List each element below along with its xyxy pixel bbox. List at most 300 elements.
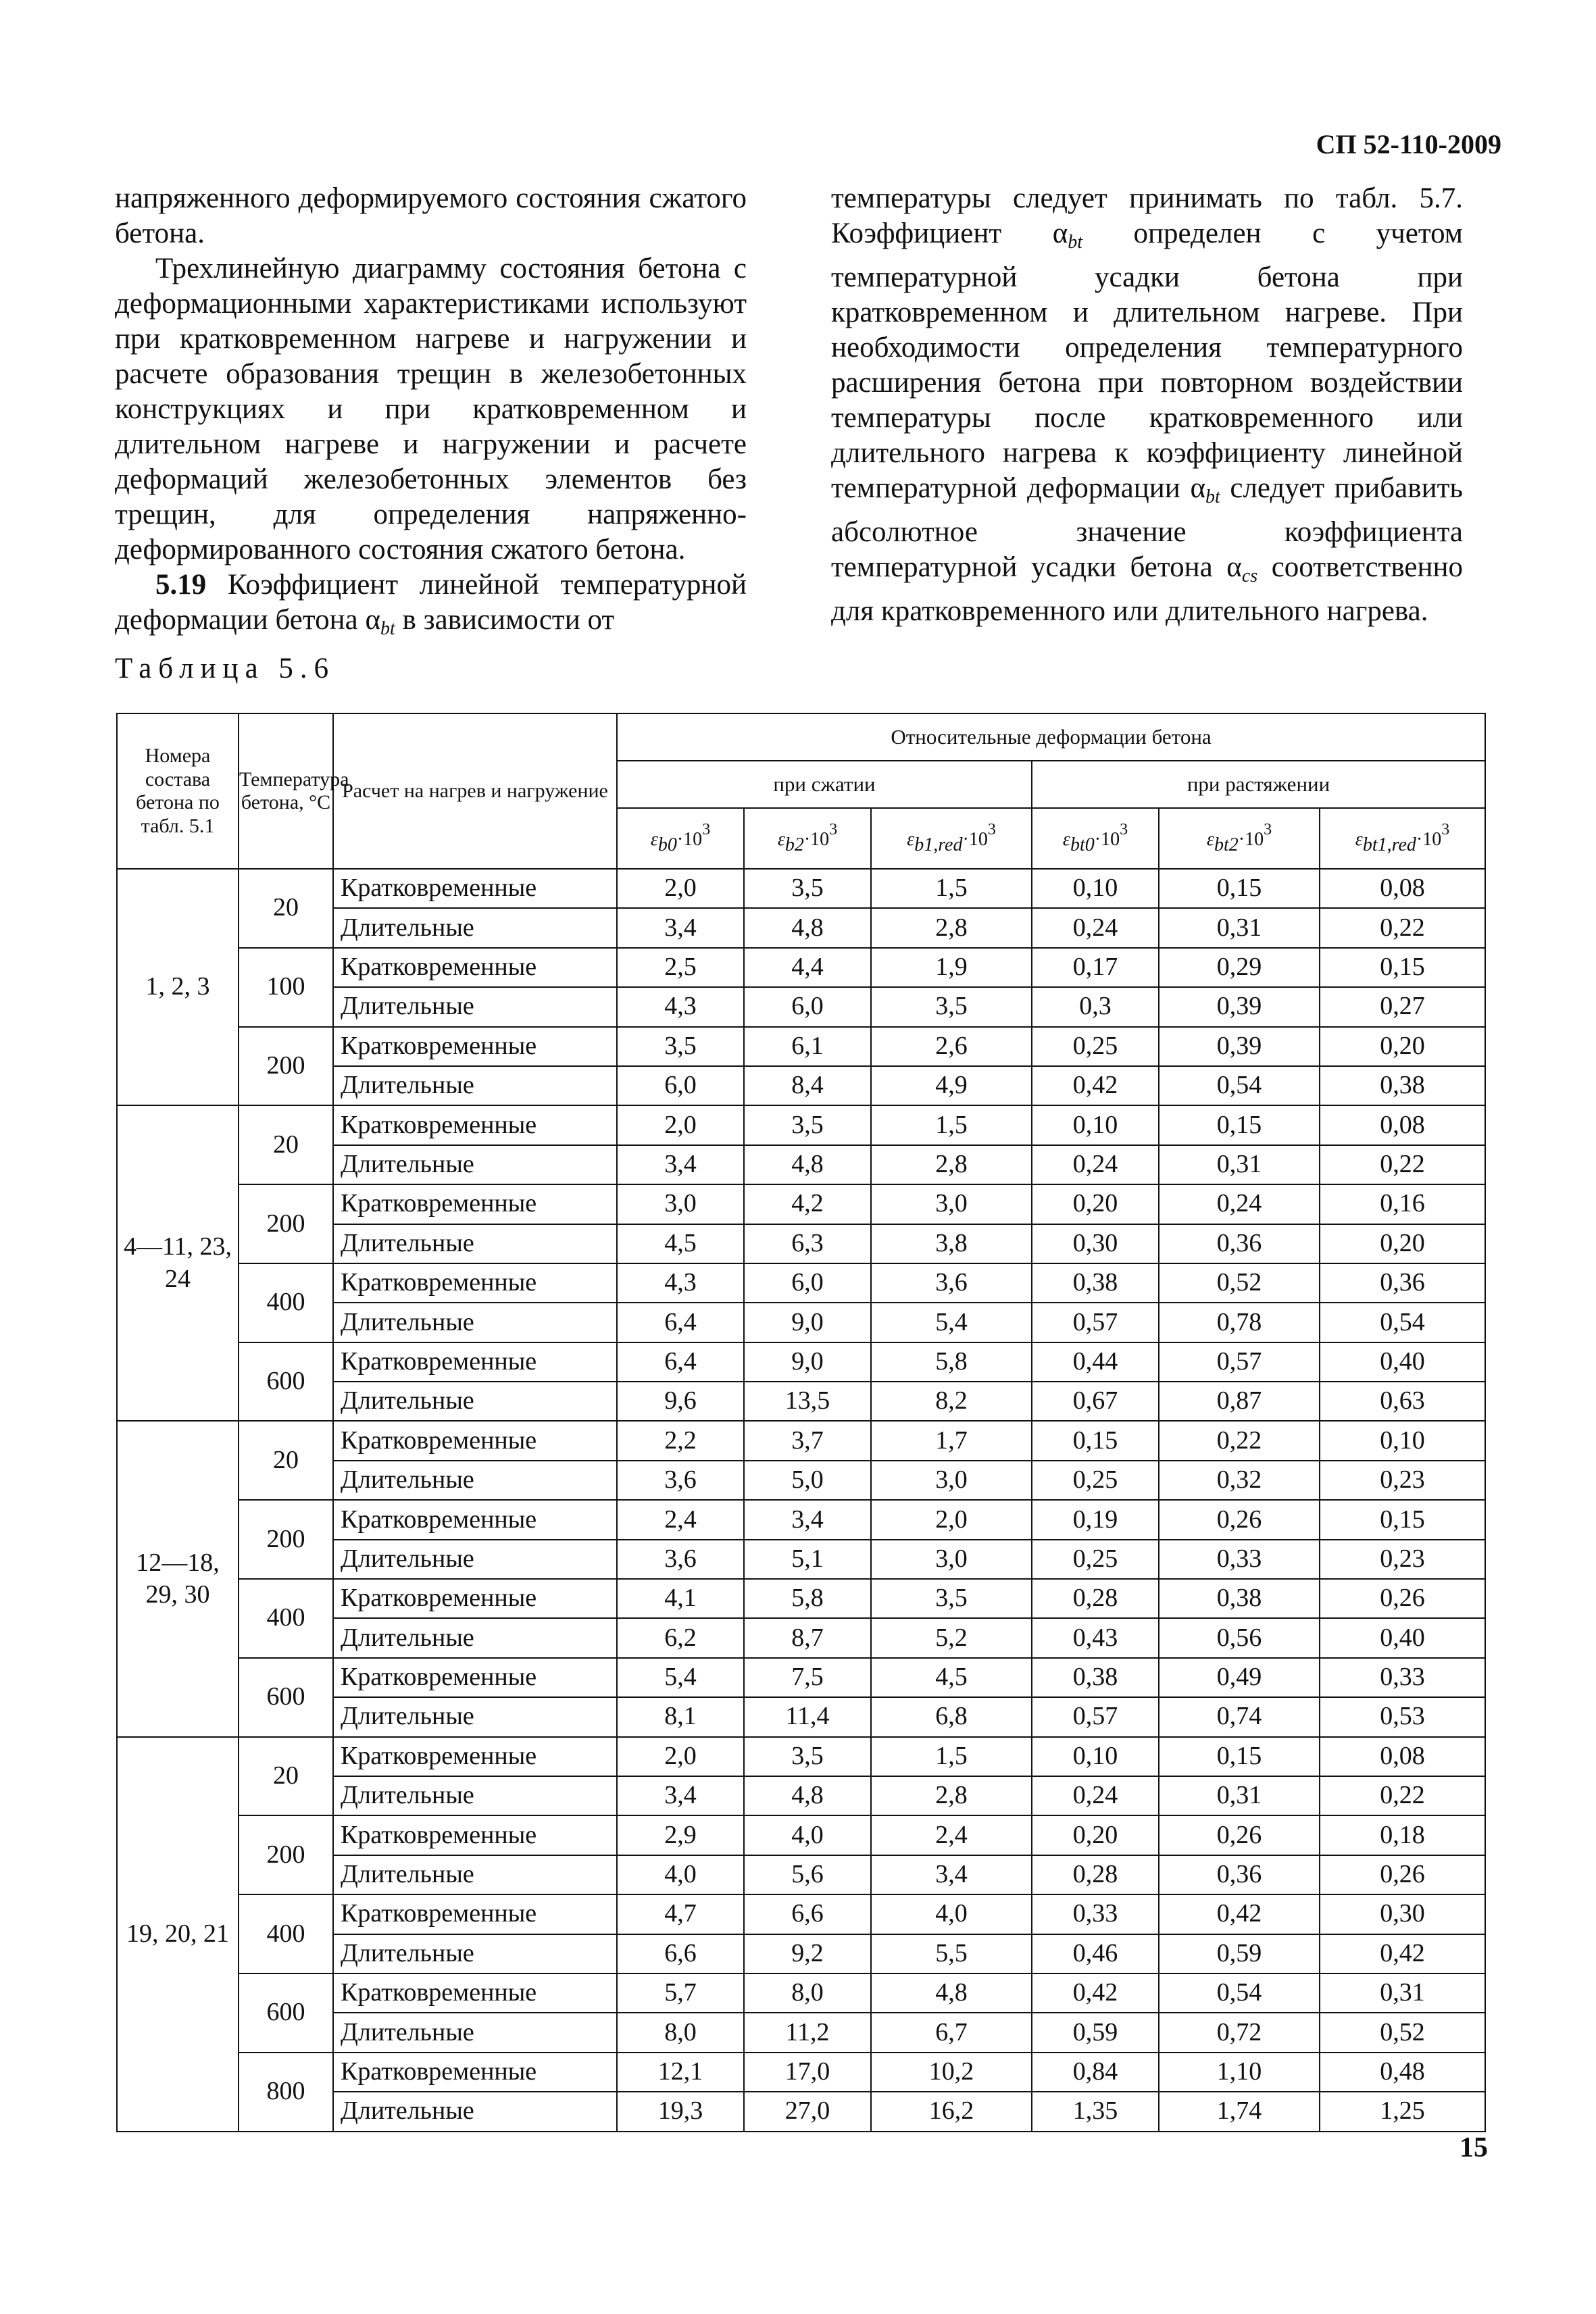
value-cell: 0,33: [1032, 1894, 1159, 1934]
value-cell: 0,15: [1032, 1421, 1159, 1460]
value-cell: 1,7: [871, 1421, 1032, 1460]
load-type-cell: Кратковременные: [333, 1105, 617, 1145]
value-cell: 0,39: [1159, 987, 1320, 1026]
value-cell: 2,2: [617, 1421, 744, 1460]
load-type-cell: Длительные: [333, 1303, 617, 1342]
value-cell: 9,6: [617, 1382, 744, 1421]
symbol-subscript: bt0: [1070, 834, 1095, 856]
value-cell: 1,5: [871, 869, 1032, 908]
value-cell: 6,2: [617, 1618, 744, 1657]
value-cell: 0,16: [1320, 1184, 1485, 1224]
load-type-cell: Кратковременные: [333, 1973, 617, 2013]
value-cell: 0,42: [1320, 1934, 1485, 1973]
text-part-3: следует прибавить абсолютное значение коэффициента температурной усадки бетона: [831, 472, 1463, 583]
value-cell: 3,4: [617, 1776, 744, 1815]
value-cell: 1,74: [1159, 2092, 1320, 2131]
value-cell: 0,38: [1320, 1066, 1485, 1105]
symbol-exponent: 3: [1120, 821, 1128, 839]
value-cell: 6,4: [617, 1342, 744, 1382]
value-cell: 0,19: [1032, 1500, 1159, 1539]
value-cell: 3,5: [744, 1105, 871, 1145]
header-symbol: [617, 808, 744, 869]
symbol-multiplier: ·10: [962, 829, 988, 851]
value-cell: 0,56: [1159, 1618, 1320, 1657]
value-cell: 0,59: [1032, 2013, 1159, 2052]
header-relative-deformations: Относительные деформации бетона: [617, 713, 1485, 761]
temperature-cell: 200: [239, 1500, 333, 1579]
value-cell: 27,0: [744, 2092, 871, 2131]
symbol-multiplier: ·10: [1416, 829, 1442, 851]
value-cell: 0,38: [1032, 1658, 1159, 1697]
value-cell: 19,3: [617, 2092, 744, 2131]
header-load-type: Расчет на нагрев и нагружение: [333, 713, 617, 869]
table-row: [117, 1973, 1485, 2013]
alpha-subscript-3: cs: [1241, 565, 1258, 586]
load-type-cell: Длительные: [333, 2013, 617, 2052]
value-cell: 2,4: [617, 1500, 744, 1539]
value-cell: 0,52: [1320, 2013, 1485, 2052]
load-type-cell: Длительные: [333, 987, 617, 1026]
value-cell: 0,25: [1032, 1461, 1159, 1500]
value-cell: 6,3: [744, 1224, 871, 1263]
value-cell: 3,0: [871, 1461, 1032, 1500]
epsilon-symbol: ε: [777, 829, 785, 851]
temperature-cell: 400: [239, 1263, 333, 1342]
value-cell: 0,59: [1159, 1934, 1320, 1973]
value-cell: 12,1: [617, 2053, 744, 2092]
value-cell: 0,20: [1320, 1224, 1485, 1263]
value-cell: 0,53: [1320, 1697, 1485, 1736]
value-cell: 3,5: [744, 1737, 871, 1776]
value-cell: 0,28: [1032, 1579, 1159, 1618]
value-cell: 0,36: [1159, 1855, 1320, 1894]
value-cell: 0,23: [1320, 1540, 1485, 1579]
value-cell: 0,23: [1320, 1461, 1485, 1500]
value-cell: 3,7: [744, 1421, 871, 1460]
value-cell: 11,4: [744, 1697, 871, 1736]
temperature-cell: 20: [239, 1737, 333, 1816]
value-cell: 0,67: [1032, 1382, 1159, 1421]
alpha-symbol-2: α: [1190, 472, 1205, 504]
value-cell: 0,10: [1032, 1737, 1159, 1776]
symbol-subscript: b0: [657, 834, 677, 856]
value-cell: 8,4: [744, 1066, 871, 1105]
value-cell: 3,6: [617, 1461, 744, 1500]
value-cell: 0,46: [1032, 1934, 1159, 1973]
epsilon-symbol: ε: [907, 829, 915, 851]
value-cell: 0,31: [1320, 1973, 1485, 2013]
value-cell: 5,4: [617, 1658, 744, 1697]
load-type-cell: Кратковременные: [333, 1894, 617, 1934]
value-cell: 8,1: [617, 1697, 744, 1736]
paragraph-three-line-diagram: Трехлинейную диаграмму состояния бетона с деформационными характеристиками используют при кратковременном нагреве и нагружении и расчете образования трещин в железобетонных конструкциях и при кратковременном и длительном нагреве и нагружении и расчете деформаций железобетонных элементов без трещин, для определения напряженно-деформированного состояния сжатого бетона.: [115, 253, 747, 565]
value-cell: 0,54: [1159, 1973, 1320, 2013]
table-row: [117, 1342, 1485, 1382]
value-cell: 0,63: [1320, 1382, 1485, 1421]
temperature-cell: 400: [239, 1579, 333, 1658]
value-cell: 4,2: [744, 1184, 871, 1224]
value-cell: 4,0: [744, 1815, 871, 1855]
table-row: [117, 1500, 1485, 1539]
value-cell: 3,0: [871, 1540, 1032, 1579]
table-row: [117, 1658, 1485, 1697]
value-cell: 0,24: [1032, 1776, 1159, 1815]
load-type-cell: Длительные: [333, 1540, 617, 1579]
value-cell: 5,8: [744, 1579, 871, 1618]
clause-tail: в зависимости от: [402, 604, 615, 636]
value-cell: 4,0: [617, 1855, 744, 1894]
load-type-cell: Кратковременные: [333, 1263, 617, 1303]
value-cell: 3,4: [617, 908, 744, 947]
value-cell: 3,5: [871, 1579, 1032, 1618]
table-header: [117, 713, 1485, 869]
load-type-cell: Длительные: [333, 1382, 617, 1421]
header-symbol: [871, 808, 1032, 869]
value-cell: 4,3: [617, 987, 744, 1026]
value-cell: 4,0: [871, 1894, 1032, 1934]
value-cell: 0,78: [1159, 1303, 1320, 1342]
value-cell: 0,10: [1320, 1421, 1485, 1460]
text-part-1: температуры следует принимать по табл. 5.7. Коэффициент: [831, 182, 1463, 249]
value-cell: 6,0: [744, 1263, 871, 1303]
value-cell: 1,35: [1032, 2092, 1159, 2131]
load-type-cell: Длительные: [333, 1697, 617, 1736]
value-cell: 3,5: [871, 987, 1032, 1026]
value-cell: 11,2: [744, 2013, 871, 2052]
value-cell: 0,54: [1320, 1303, 1485, 1342]
table-row: [117, 948, 1485, 987]
value-cell: 5,8: [871, 1342, 1032, 1382]
value-cell: 8,7: [744, 1618, 871, 1657]
load-type-cell: Кратковременные: [333, 1579, 617, 1618]
load-type-cell: Длительные: [333, 1934, 617, 1973]
value-cell: 0,15: [1320, 1500, 1485, 1539]
epsilon-symbol: ε: [650, 829, 658, 851]
alpha-symbol-1: α: [1052, 218, 1068, 249]
value-cell: 0,31: [1159, 1776, 1320, 1815]
temperature-cell: 400: [239, 1894, 333, 1973]
value-cell: 0,32: [1159, 1461, 1320, 1500]
value-cell: 0,72: [1159, 2013, 1320, 2052]
value-cell: 0,30: [1320, 1894, 1485, 1934]
symbol-multiplier: ·10: [1094, 829, 1120, 851]
value-cell: 0,33: [1159, 1540, 1320, 1579]
temperature-cell: 800: [239, 2053, 333, 2132]
value-cell: 0,15: [1159, 1737, 1320, 1776]
value-cell: 3,4: [744, 1500, 871, 1539]
value-cell: 5,4: [871, 1303, 1032, 1342]
value-cell: 0,26: [1159, 1500, 1320, 1539]
value-cell: 4,5: [617, 1224, 744, 1263]
text-part-2: определен с учетом температурной усадки бетона при кратковременном и длительном нагреве. При необходимости определения температурного расширения бетона при повторном воздействии температуры после кратковременного или длительного нагрева к коэффициенту линейной температурной деформации: [831, 218, 1464, 504]
value-cell: 0,36: [1320, 1263, 1485, 1303]
clause-number: 5.19: [155, 569, 207, 601]
value-cell: 4,8: [744, 1776, 871, 1815]
value-cell: 4,9: [871, 1066, 1032, 1105]
value-cell: 4,8: [871, 1973, 1032, 2013]
composition-group: 19, 20, 21: [117, 1737, 239, 2132]
header-symbol: [1032, 808, 1159, 869]
header-symbol: [1320, 808, 1485, 869]
left-text-column: [115, 181, 747, 647]
value-cell: 0,3: [1032, 987, 1159, 1026]
value-cell: 0,54: [1159, 1066, 1320, 1105]
header-tension: при растяжении: [1032, 761, 1485, 808]
table-row: [117, 1737, 1485, 1776]
paragraph-right: [831, 181, 1463, 629]
epsilon-symbol: ε: [1062, 829, 1070, 851]
temperature-cell: 200: [239, 1815, 333, 1894]
temperature-cell: 200: [239, 1184, 333, 1263]
value-cell: 6,8: [871, 1697, 1032, 1736]
symbol-exponent: 3: [829, 821, 838, 839]
load-type-cell: Кратковременные: [333, 1027, 617, 1066]
load-type-cell: Кратковременные: [333, 1815, 617, 1855]
value-cell: 0,49: [1159, 1658, 1320, 1697]
symbol-exponent: 3: [1264, 821, 1272, 839]
value-cell: 2,6: [871, 1027, 1032, 1066]
value-cell: 0,25: [1032, 1027, 1159, 1066]
value-cell: 1,5: [871, 1737, 1032, 1776]
load-type-cell: Кратковременные: [333, 1500, 617, 1539]
value-cell: 5,0: [744, 1461, 871, 1500]
value-cell: 4,5: [871, 1658, 1032, 1697]
value-cell: 4,4: [744, 948, 871, 987]
symbol-multiplier: ·10: [1238, 829, 1264, 851]
table-row: [117, 2053, 1485, 2092]
value-cell: 0,42: [1032, 1973, 1159, 2013]
value-cell: 0,08: [1320, 1105, 1485, 1145]
load-type-cell: Кратковременные: [333, 948, 617, 987]
table-row: [117, 1027, 1485, 1066]
value-cell: 3,8: [871, 1224, 1032, 1263]
value-cell: 0,20: [1032, 1184, 1159, 1224]
header-composition: Номера состава бетона по табл. 5.1: [117, 713, 239, 869]
value-cell: 0,42: [1159, 1894, 1320, 1934]
value-cell: 0,40: [1320, 1618, 1485, 1657]
value-cell: 1,10: [1159, 2053, 1320, 2092]
value-cell: 7,5: [744, 1658, 871, 1697]
header-symbol: [744, 808, 871, 869]
paragraph-continuation: напряженного деформируемого состояния сжатого бетона.: [115, 182, 747, 249]
load-type-cell: Длительные: [333, 1461, 617, 1500]
symbol-multiplier: ·10: [803, 829, 830, 851]
value-cell: 3,6: [617, 1540, 744, 1579]
value-cell: 9,0: [744, 1342, 871, 1382]
symbol-subscript: bt1,red: [1362, 834, 1416, 856]
clause-text: Коэффициент линейной температурной деформации бетона: [115, 569, 747, 636]
value-cell: 0,40: [1320, 1342, 1485, 1382]
value-cell: 16,2: [871, 2092, 1032, 2131]
value-cell: 3,5: [744, 869, 871, 908]
value-cell: 10,2: [871, 2053, 1032, 2092]
paragraph-5-19: [115, 568, 747, 647]
value-cell: 0,33: [1320, 1658, 1485, 1697]
value-cell: 2,5: [617, 948, 744, 987]
value-cell: 0,10: [1032, 869, 1159, 908]
load-type-cell: Кратковременные: [333, 1658, 617, 1697]
value-cell: 0,22: [1320, 1776, 1485, 1815]
value-cell: 0,39: [1159, 1027, 1320, 1066]
page-number: 15: [1460, 2132, 1488, 2163]
symbol-exponent: 3: [702, 821, 711, 839]
value-cell: 0,20: [1320, 1027, 1485, 1066]
value-cell: 2,0: [617, 1105, 744, 1145]
value-cell: 17,0: [744, 2053, 871, 2092]
value-cell: 0,15: [1159, 1105, 1320, 1145]
value-cell: 6,4: [617, 1303, 744, 1342]
value-cell: 4,3: [617, 1263, 744, 1303]
value-cell: 2,4: [871, 1815, 1032, 1855]
value-cell: 5,1: [744, 1540, 871, 1579]
value-cell: 0,15: [1159, 869, 1320, 908]
value-cell: 0,10: [1032, 1105, 1159, 1145]
value-cell: 5,2: [871, 1618, 1032, 1657]
value-cell: 8,2: [871, 1382, 1032, 1421]
value-cell: 2,0: [617, 1737, 744, 1776]
value-cell: 0,31: [1159, 908, 1320, 947]
symbol-multiplier: ·10: [676, 829, 703, 851]
value-cell: 0,15: [1320, 948, 1485, 987]
value-cell: 0,57: [1159, 1342, 1320, 1382]
load-type-cell: Кратковременные: [333, 1342, 617, 1382]
temperature-cell: 20: [239, 1105, 333, 1184]
table-body: [117, 869, 1485, 2132]
value-cell: 0,24: [1032, 1145, 1159, 1184]
temperature-cell: 20: [239, 869, 333, 948]
temperature-cell: 100: [239, 948, 333, 1027]
value-cell: 4,8: [744, 908, 871, 947]
value-cell: 4,1: [617, 1579, 744, 1618]
value-cell: 0,38: [1159, 1579, 1320, 1618]
table-row: [117, 1421, 1485, 1460]
value-cell: 0,30: [1032, 1224, 1159, 1263]
load-type-cell: Длительные: [333, 1618, 617, 1657]
load-type-cell: Длительные: [333, 908, 617, 947]
value-cell: 2,8: [871, 1145, 1032, 1184]
text-part-4: соответственно для кратковременного или длительного нагрева.: [831, 551, 1464, 627]
load-type-cell: Длительные: [333, 1855, 617, 1894]
value-cell: 0,25: [1032, 1540, 1159, 1579]
value-cell: 6,7: [871, 2013, 1032, 2052]
value-cell: 3,4: [871, 1855, 1032, 1894]
epsilon-symbol: ε: [1206, 829, 1214, 851]
value-cell: 0,22: [1159, 1421, 1320, 1460]
value-cell: 0,26: [1320, 1579, 1485, 1618]
value-cell: 0,57: [1032, 1697, 1159, 1736]
value-cell: 0,26: [1159, 1815, 1320, 1855]
value-cell: 0,52: [1159, 1263, 1320, 1303]
alpha-subscript-2: bt: [1205, 486, 1220, 507]
header-symbol: [1159, 808, 1320, 869]
temperature-cell: 20: [239, 1421, 333, 1500]
load-type-cell: Длительные: [333, 1776, 617, 1815]
alpha-symbol-3: α: [1226, 551, 1242, 583]
table-row: [117, 1894, 1485, 1934]
value-cell: 3,4: [617, 1145, 744, 1184]
value-cell: 6,0: [744, 987, 871, 1026]
composition-group: 12—18, 29, 30: [117, 1421, 239, 1736]
value-cell: 0,48: [1320, 2053, 1485, 2092]
value-cell: 0,31: [1159, 1145, 1320, 1184]
load-type-cell: Длительные: [333, 1066, 617, 1105]
load-type-cell: Кратковременные: [333, 869, 617, 908]
value-cell: 5,6: [744, 1855, 871, 1894]
value-cell: 6,6: [617, 1934, 744, 1973]
value-cell: 0,87: [1159, 1382, 1320, 1421]
value-cell: 0,17: [1032, 948, 1159, 987]
symbol-exponent: 3: [987, 821, 996, 839]
table-row: [117, 1184, 1485, 1224]
value-cell: 3,0: [871, 1184, 1032, 1224]
value-cell: 0,24: [1032, 908, 1159, 947]
value-cell: 9,0: [744, 1303, 871, 1342]
composition-group: 4—11, 23, 24: [117, 1105, 239, 1421]
symbol-subscript: b2: [784, 834, 804, 856]
value-cell: 3,0: [617, 1184, 744, 1224]
value-cell: 0,29: [1159, 948, 1320, 987]
value-cell: 8,0: [744, 1973, 871, 2013]
value-cell: 0,08: [1320, 1737, 1485, 1776]
header-compression: при сжатии: [617, 761, 1032, 808]
load-type-cell: Кратковременные: [333, 2053, 617, 2092]
value-cell: 0,27: [1320, 987, 1485, 1026]
epsilon-symbol: ε: [1355, 829, 1363, 851]
value-cell: 2,0: [617, 869, 744, 908]
value-cell: 0,28: [1032, 1855, 1159, 1894]
symbol-exponent: 3: [1441, 821, 1450, 839]
value-cell: 0,20: [1032, 1815, 1159, 1855]
header-temperature: Температура бетона, °С: [239, 713, 333, 869]
deformation-table: [116, 713, 1486, 2132]
load-type-cell: Длительные: [333, 1145, 617, 1184]
value-cell: 9,2: [744, 1934, 871, 1973]
value-cell: 0,44: [1032, 1342, 1159, 1382]
load-type-cell: Кратковременные: [333, 1421, 617, 1460]
table-title: Таблица 5.6: [115, 653, 336, 684]
value-cell: 0,18: [1320, 1815, 1485, 1855]
value-cell: 6,1: [744, 1027, 871, 1066]
table-row: [117, 869, 1485, 908]
table-row: [117, 1579, 1485, 1618]
temperature-cell: 600: [239, 1658, 333, 1737]
value-cell: 3,6: [871, 1263, 1032, 1303]
value-cell: 0,22: [1320, 1145, 1485, 1184]
value-cell: 13,5: [744, 1382, 871, 1421]
value-cell: 4,8: [744, 1145, 871, 1184]
value-cell: 2,0: [871, 1500, 1032, 1539]
value-cell: 0,22: [1320, 908, 1485, 947]
value-cell: 0,08: [1320, 869, 1485, 908]
composition-group: 1, 2, 3: [117, 869, 239, 1105]
temperature-cell: 600: [239, 1973, 333, 2053]
load-type-cell: Длительные: [333, 1224, 617, 1263]
value-cell: 0,43: [1032, 1618, 1159, 1657]
table-row: [117, 1815, 1485, 1855]
value-cell: 6,0: [617, 1066, 744, 1105]
value-cell: 5,7: [617, 1973, 744, 2013]
value-cell: 6,6: [744, 1894, 871, 1934]
table-row: [117, 1263, 1485, 1303]
value-cell: 0,24: [1159, 1184, 1320, 1224]
value-cell: 1,9: [871, 948, 1032, 987]
value-cell: 1,25: [1320, 2092, 1485, 2131]
value-cell: 0,84: [1032, 2053, 1159, 2092]
table-row: [117, 1105, 1485, 1145]
alpha-symbol: α: [365, 604, 380, 636]
value-cell: 1,5: [871, 1105, 1032, 1145]
symbol-subscript: b1,red: [914, 834, 963, 856]
